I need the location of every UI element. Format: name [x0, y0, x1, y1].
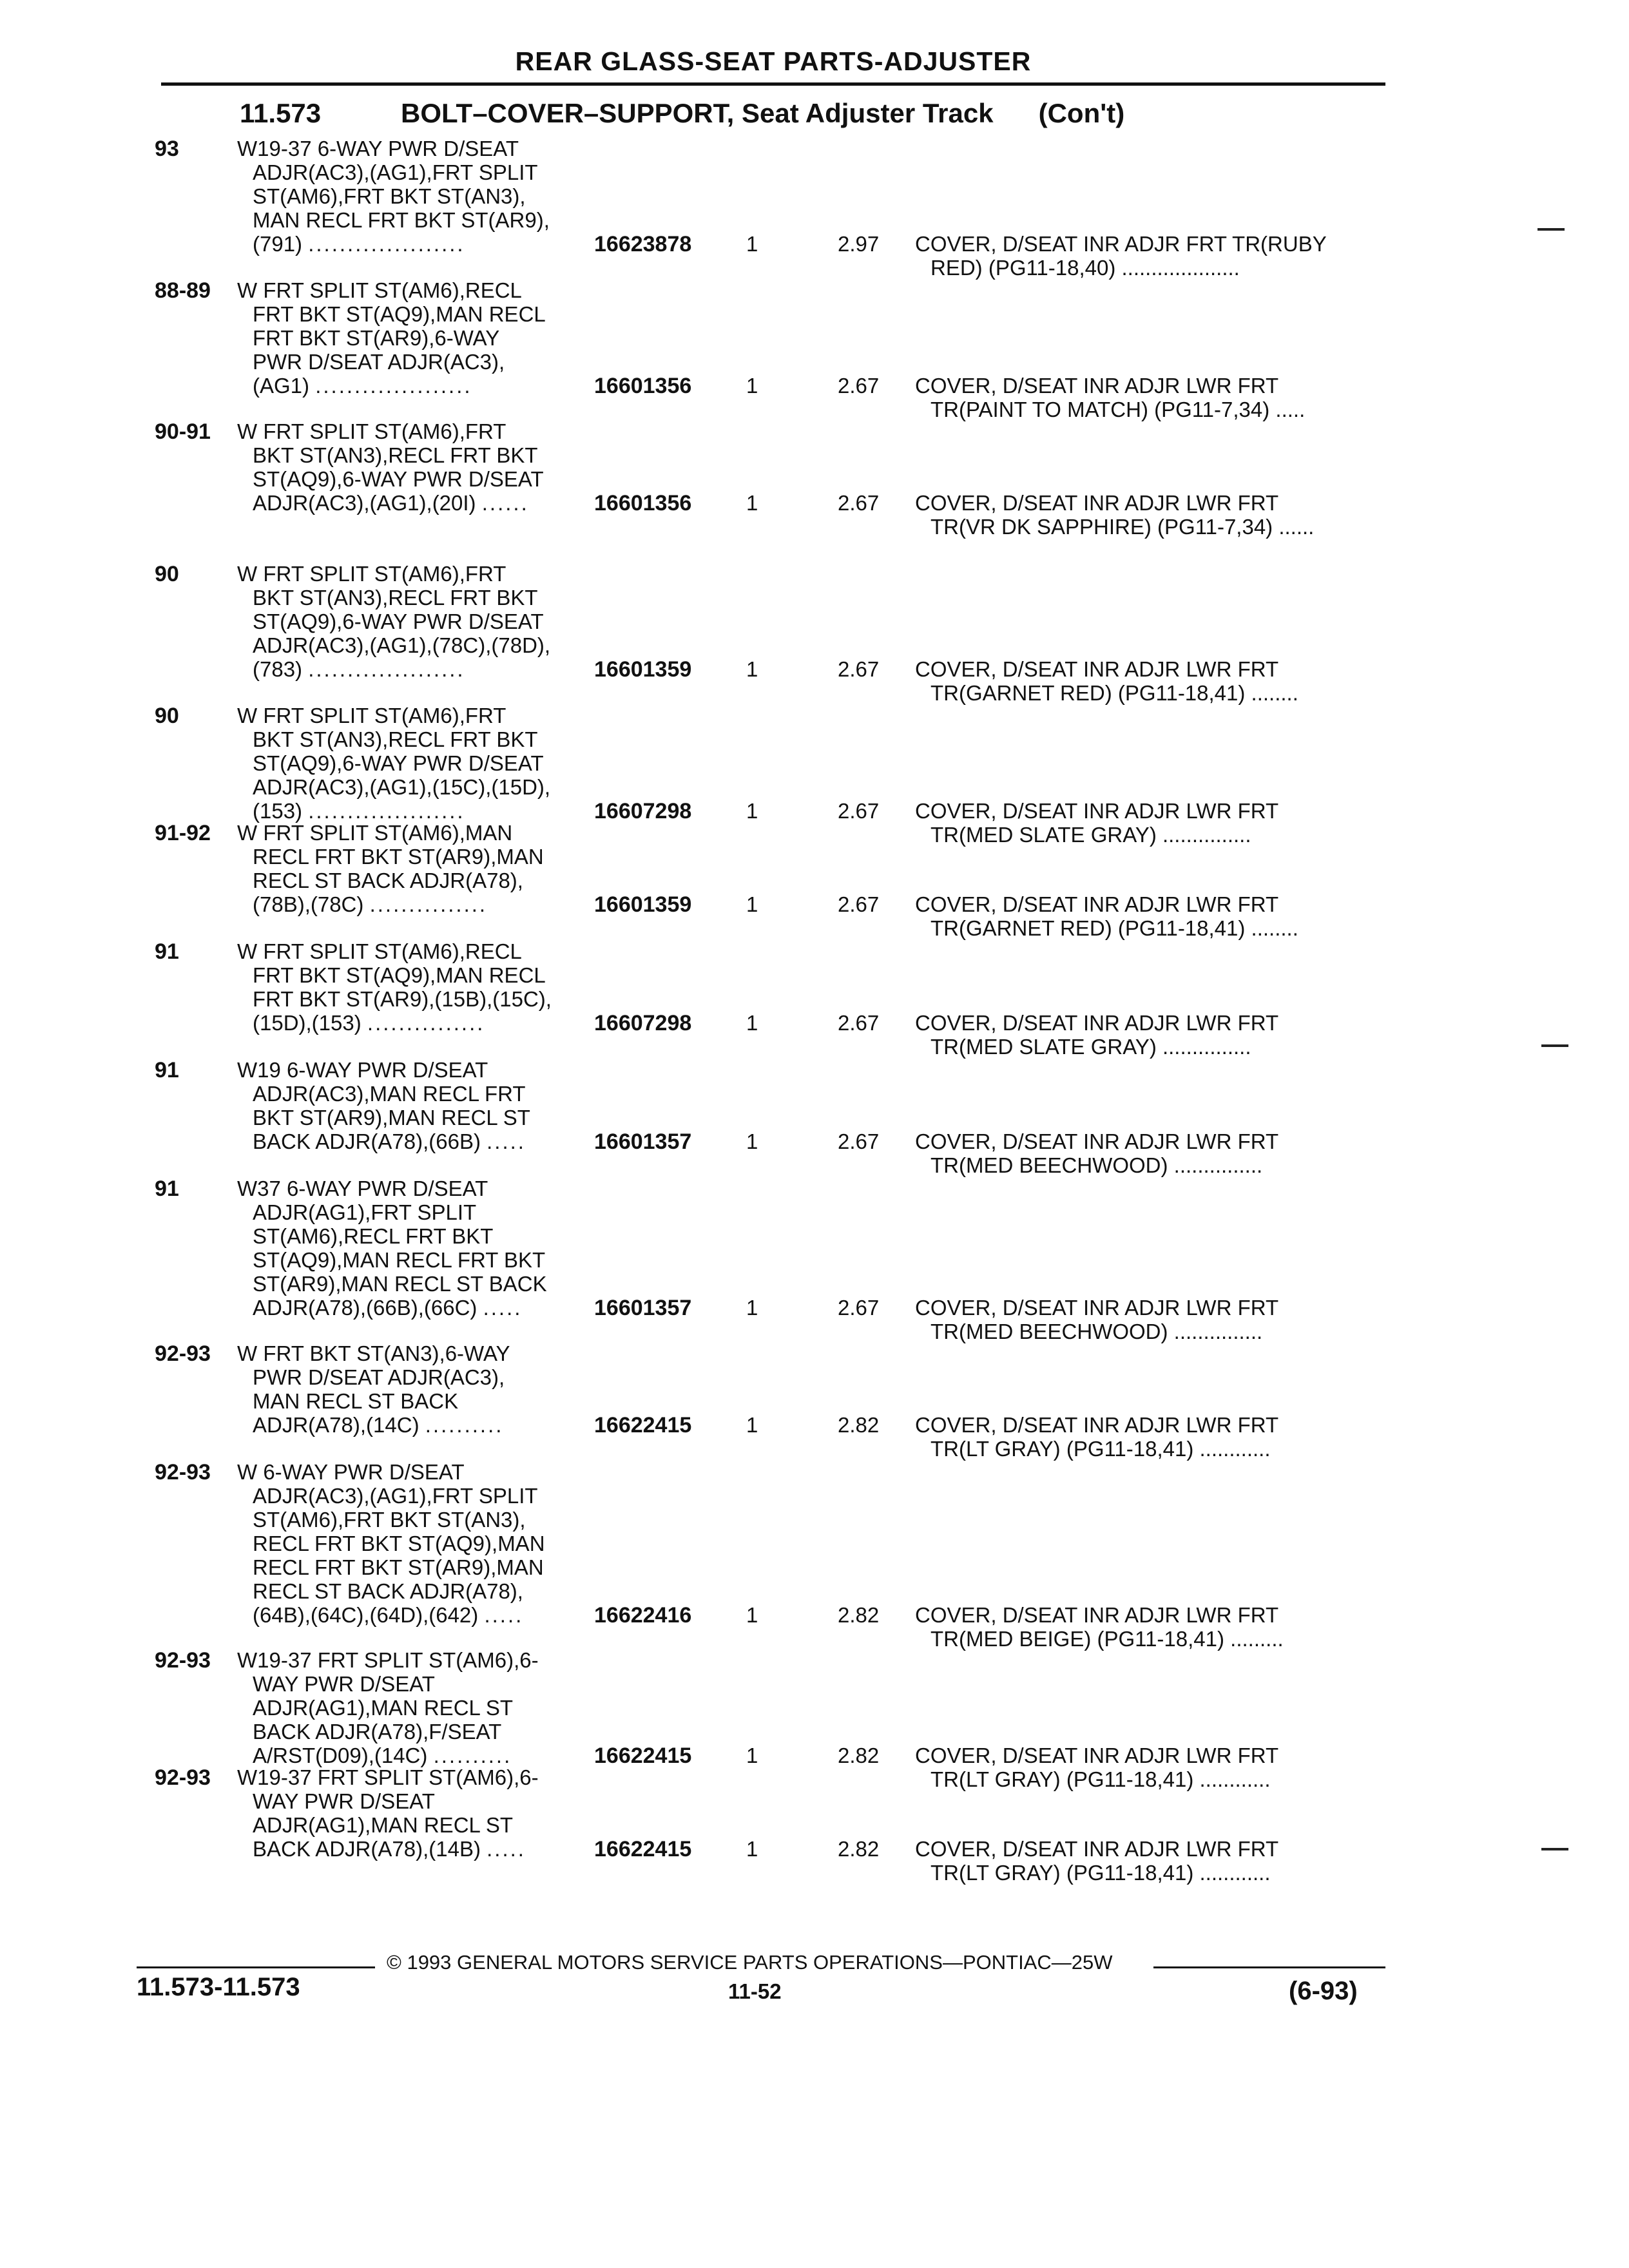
application-description	[237, 1460, 598, 1627]
description-text: MAN RECL FRT BKT ST(AR9),	[253, 208, 550, 232]
description-line	[253, 1720, 598, 1744]
description-line	[253, 1672, 598, 1696]
description-line	[237, 278, 598, 302]
model-year: 92-93	[155, 1341, 211, 1366]
part-description-line: TR(MED SLATE GRAY) ...............	[930, 1035, 1251, 1059]
description-line	[237, 1460, 598, 1484]
description-line	[253, 586, 598, 610]
leader-dots: ..........	[433, 1744, 512, 1767]
part-description-line: COVER, D/SEAT INR ADJR LWR FRT	[915, 1603, 1279, 1627]
description-text: RECL FRT BKT ST(AQ9),MAN	[253, 1532, 545, 1555]
description-line	[253, 1106, 598, 1129]
description-line	[253, 892, 598, 916]
part-description	[915, 799, 1278, 847]
price: 2.67	[838, 799, 880, 823]
margin-mark	[1541, 1848, 1568, 1850]
part-description-line: TR(MED SLATE GRAY) ...............	[930, 823, 1251, 847]
description-text: (AG1)	[253, 374, 310, 398]
description-text: ST(AQ9),MAN RECL FRT BKT	[253, 1248, 546, 1272]
description-line	[253, 1603, 598, 1627]
description-text: PWR D/SEAT ADJR(AC3),	[253, 1365, 505, 1389]
description-text: RECL ST BACK ADJR(A78),	[253, 869, 523, 892]
description-line	[253, 1484, 598, 1508]
part-description	[915, 491, 1314, 539]
price: 2.82	[838, 1413, 880, 1437]
description-line	[237, 704, 598, 727]
price: 2.67	[838, 1129, 880, 1153]
part-description-line: COVER, D/SEAT INR ADJR LWR FRT	[915, 1413, 1279, 1437]
description-text: W FRT SPLIT ST(AM6),RECL	[237, 278, 522, 302]
description-line	[253, 184, 598, 208]
model-year: 91	[155, 939, 179, 964]
quantity: 1	[746, 1837, 758, 1861]
section-number: 11.573	[240, 98, 322, 128]
application-description	[237, 1765, 598, 1861]
description-line	[253, 350, 598, 374]
price: 2.67	[838, 1296, 880, 1320]
description-line	[253, 1011, 598, 1035]
description-text: W 6-WAY PWR D/SEAT	[237, 1460, 465, 1484]
part-description-line: COVER, D/SEAT INR ADJR LWR FRT	[915, 491, 1279, 515]
leader-dots: ..........	[425, 1413, 504, 1437]
description-text: RECL FRT BKT ST(AR9),MAN	[253, 845, 544, 869]
quantity: 1	[746, 1413, 758, 1437]
quantity: 1	[746, 1129, 758, 1153]
description-text: ADJR(AC3),(AG1),(78C),(78D),	[253, 633, 551, 657]
description-text: W19-37 FRT SPLIT ST(AM6),6-	[237, 1648, 539, 1672]
description-text: ST(AR9),MAN RECL ST BACK	[253, 1272, 547, 1296]
model-year: 90	[155, 704, 179, 728]
description-line	[253, 727, 598, 751]
model-year: 90-91	[155, 419, 211, 444]
model-year: 92-93	[155, 1648, 211, 1673]
price: 2.97	[838, 232, 880, 256]
description-text: BKT ST(AR9),MAN RECL ST	[253, 1106, 530, 1129]
part-description-line: TR(LT GRAY) (PG11-18,41) ............	[930, 1767, 1271, 1791]
section-continued: (Con't)	[1038, 98, 1125, 128]
application-description	[237, 1341, 598, 1437]
description-line	[253, 1744, 598, 1767]
part-description	[915, 232, 1327, 280]
description-text: ADJR(AG1),MAN RECL ST	[253, 1813, 513, 1837]
quantity: 1	[746, 1296, 758, 1320]
description-text: ADJR(AC3),(AG1),(15C),(15D),	[253, 775, 551, 799]
leader-dots: ....................	[308, 232, 465, 256]
description-text: A/RST(D09),(14C)	[253, 1744, 428, 1767]
description-text: W FRT SPLIT ST(AM6),RECL	[237, 939, 522, 963]
description-line	[253, 963, 598, 987]
description-line	[253, 1389, 598, 1413]
description-line	[253, 232, 598, 256]
part-description-line: COVER, D/SEAT INR ADJR LWR FRT	[915, 1129, 1279, 1153]
price: 2.67	[838, 491, 880, 515]
description-text: ST(AM6),FRT BKT ST(AN3),	[253, 1508, 526, 1532]
application-description	[237, 704, 598, 823]
application-description	[237, 1177, 598, 1320]
description-line	[253, 633, 598, 657]
part-description-line: COVER, D/SEAT INR ADJR LWR FRT	[915, 374, 1279, 398]
leader-dots: .....	[487, 1129, 526, 1153]
description-text: W37 6-WAY PWR D/SEAT	[237, 1177, 488, 1200]
part-description-line: COVER, D/SEAT INR ADJR LWR FRT	[915, 1011, 1279, 1035]
footer-page-number: 11-52	[728, 1979, 782, 2003]
price: 2.67	[838, 374, 880, 398]
description-line	[253, 326, 598, 350]
description-text: W FRT SPLIT ST(AM6),MAN	[237, 821, 513, 845]
description-line	[237, 562, 598, 586]
margin-mark	[1537, 228, 1565, 231]
description-line	[253, 443, 598, 467]
leader-dots: ...............	[367, 1011, 485, 1035]
model-year: 92-93	[155, 1460, 211, 1485]
part-description	[915, 1129, 1278, 1177]
part-description-line: COVER, D/SEAT INR ADJR LWR FRT	[915, 1296, 1279, 1320]
description-line	[253, 302, 598, 326]
description-text: ADJR(AC3),MAN RECL FRT	[253, 1082, 526, 1106]
application-description	[237, 278, 598, 398]
description-line	[253, 775, 598, 799]
quantity: 1	[746, 374, 758, 398]
price: 2.67	[838, 657, 880, 681]
footer-rule-right	[1153, 1966, 1385, 1968]
leader-dots: .....	[484, 1603, 524, 1627]
section-heading	[240, 98, 1124, 129]
description-text: PWR D/SEAT ADJR(AC3),	[253, 350, 505, 374]
description-line	[253, 987, 598, 1011]
description-text: ST(AQ9),6-WAY PWR D/SEAT	[253, 467, 544, 491]
quantity: 1	[746, 799, 758, 823]
part-description-line: COVER, D/SEAT INR ADJR LWR FRT	[915, 892, 1279, 916]
page-header-title: REAR GLASS-SEAT PARTS-ADJUSTER	[515, 46, 1032, 76]
quantity: 1	[746, 892, 758, 916]
description-line	[253, 1272, 598, 1296]
application-description	[237, 939, 598, 1035]
application-description	[237, 1648, 598, 1767]
description-line	[253, 1555, 598, 1579]
description-line	[253, 1200, 598, 1224]
description-text: (783)	[253, 657, 303, 681]
part-description	[915, 657, 1298, 705]
quantity: 1	[746, 1744, 758, 1767]
description-text: RECL ST BACK ADJR(A78),	[253, 1579, 523, 1603]
price: 2.82	[838, 1603, 880, 1627]
description-text: W FRT SPLIT ST(AM6),FRT	[237, 419, 506, 443]
description-text: FRT BKT ST(AR9),6-WAY	[253, 326, 500, 350]
description-text: W FRT SPLIT ST(AM6),FRT	[237, 704, 506, 727]
leader-dots: ....................	[308, 657, 465, 681]
part-description-line: TR(PAINT TO MATCH) (PG11-7,34) .....	[930, 398, 1306, 421]
description-line	[253, 1365, 598, 1389]
part-description-line: TR(VR DK SAPPHIRE) (PG11-7,34) ......	[930, 515, 1315, 539]
description-text: ADJR(AG1),MAN RECL ST	[253, 1696, 513, 1720]
part-description	[915, 374, 1305, 421]
description-text: BACK ADJR(A78),(14B)	[253, 1837, 481, 1861]
model-year: 90	[155, 562, 179, 586]
footer-section-range: 11.573-11.573	[137, 1973, 300, 2001]
part-description-line: COVER, D/SEAT INR ADJR LWR FRT	[915, 657, 1279, 681]
description-line	[253, 1248, 598, 1272]
description-line	[253, 208, 598, 232]
description-line	[253, 610, 598, 633]
description-text: ST(AM6),FRT BKT ST(AN3),	[253, 184, 526, 208]
leader-dots: .....	[483, 1296, 523, 1320]
description-text: BKT ST(AN3),RECL FRT BKT	[253, 443, 538, 467]
description-text: ST(AM6),RECL FRT BKT	[253, 1224, 494, 1248]
margin-mark	[1541, 1044, 1568, 1047]
leader-dots: .....	[487, 1837, 526, 1861]
part-description	[915, 1744, 1278, 1791]
description-text: W19 6-WAY PWR D/SEAT	[237, 1058, 488, 1082]
model-year: 91-92	[155, 821, 211, 845]
price: 2.82	[838, 1837, 880, 1861]
part-description-line: TR(GARNET RED) (PG11-18,41) ........	[930, 916, 1298, 940]
application-description	[237, 1058, 598, 1153]
description-text: ST(AQ9),6-WAY PWR D/SEAT	[253, 751, 544, 775]
description-text: FRT BKT ST(AR9),(15B),(15C),	[253, 987, 552, 1011]
description-line	[253, 1508, 598, 1532]
description-text: FRT BKT ST(AQ9),MAN RECL	[253, 963, 546, 987]
description-line	[253, 467, 598, 491]
description-line	[253, 751, 598, 775]
quantity: 1	[746, 657, 758, 681]
description-line	[253, 374, 598, 398]
description-line	[253, 1082, 598, 1106]
description-line	[237, 1648, 598, 1672]
part-description-line: RED) (PG11-18,40) ....................	[930, 256, 1240, 280]
part-number: 16607298	[594, 1011, 692, 1035]
description-text: W19-37 FRT SPLIT ST(AM6),6-	[237, 1765, 539, 1789]
model-year: 88-89	[155, 278, 211, 303]
description-line	[253, 1696, 598, 1720]
description-text: ADJR(AG1),FRT SPLIT	[253, 1200, 477, 1224]
description-line	[253, 1532, 598, 1555]
description-text: BACK ADJR(A78),F/SEAT	[253, 1720, 502, 1744]
price: 2.67	[838, 892, 880, 916]
part-description-line: TR(LT GRAY) (PG11-18,41) ............	[930, 1437, 1271, 1461]
description-line	[237, 939, 598, 963]
part-number: 16623878	[594, 232, 692, 256]
quantity: 1	[746, 491, 758, 515]
part-number: 16601359	[594, 892, 692, 917]
description-line	[253, 1813, 598, 1837]
part-description-line: TR(GARNET RED) (PG11-18,41) ........	[930, 681, 1298, 705]
description-text: (153)	[253, 799, 303, 823]
description-text: ADJR(A78),(14C)	[253, 1413, 419, 1437]
description-line	[237, 1765, 598, 1789]
price: 2.82	[838, 1744, 880, 1767]
description-text: BKT ST(AN3),RECL FRT BKT	[253, 586, 538, 610]
description-text: RECL FRT BKT ST(AR9),MAN	[253, 1555, 544, 1579]
part-description-line: COVER, D/SEAT INR ADJR LWR FRT	[915, 1837, 1279, 1861]
part-number: 16601357	[594, 1129, 692, 1154]
description-text: (791)	[253, 232, 303, 256]
description-text: W FRT BKT ST(AN3),6-WAY	[237, 1341, 510, 1365]
leader-dots: ...............	[369, 892, 488, 916]
price: 2.67	[838, 1011, 880, 1035]
header-rule	[161, 82, 1385, 86]
description-text: (78B),(78C)	[253, 892, 364, 916]
description-line	[253, 799, 598, 823]
part-number: 16607298	[594, 799, 692, 823]
part-description-line: TR(MED BEECHWOOD) ...............	[930, 1153, 1263, 1177]
part-description	[915, 1296, 1278, 1343]
part-description	[915, 1011, 1278, 1059]
description-line	[253, 1224, 598, 1248]
part-description	[915, 1603, 1284, 1651]
part-number: 16601356	[594, 491, 692, 515]
part-description-line: COVER, D/SEAT INR ADJR FRT TR(RUBY	[915, 232, 1327, 256]
part-description-line: TR(MED BEIGE) (PG11-18,41) .........	[930, 1627, 1284, 1651]
description-text: MAN RECL ST BACK	[253, 1389, 459, 1413]
description-line	[253, 1296, 598, 1320]
part-number: 16601356	[594, 374, 692, 398]
description-text: ADJR(AC3),(AG1),FRT SPLIT	[253, 1484, 538, 1508]
description-text: BKT ST(AN3),RECL FRT BKT	[253, 727, 538, 751]
footer-date: (6-93)	[1289, 1977, 1358, 2005]
description-text: W19-37 6-WAY PWR D/SEAT	[237, 137, 519, 160]
description-line	[253, 1413, 598, 1437]
application-description	[237, 419, 598, 515]
description-text: ADJR(A78),(66B),(66C)	[253, 1296, 477, 1320]
part-number: 16601357	[594, 1296, 692, 1320]
leader-dots: ......	[481, 491, 529, 515]
model-year: 92-93	[155, 1765, 211, 1790]
model-year: 93	[155, 137, 179, 161]
description-text: WAY PWR D/SEAT	[253, 1789, 435, 1813]
leader-dots: ....................	[308, 799, 465, 823]
application-description	[237, 137, 598, 256]
description-line	[253, 869, 598, 892]
leader-dots: ....................	[315, 374, 472, 398]
description-text: BACK ADJR(A78),(66B)	[253, 1129, 481, 1153]
description-line	[237, 1058, 598, 1082]
section-name: BOLT–COVER–SUPPORT, Seat Adjuster Track	[401, 98, 994, 128]
description-line	[253, 1789, 598, 1813]
application-description	[237, 562, 598, 681]
part-description	[915, 892, 1298, 940]
description-line	[253, 657, 598, 681]
part-number: 16622416	[594, 1603, 692, 1628]
description-line	[237, 821, 598, 845]
part-number: 16601359	[594, 657, 692, 682]
description-line	[237, 1341, 598, 1365]
description-line	[253, 845, 598, 869]
part-description-line: COVER, D/SEAT INR ADJR LWR FRT	[915, 1744, 1279, 1767]
part-number: 16622415	[594, 1744, 692, 1768]
part-number: 16622415	[594, 1413, 692, 1437]
description-line	[253, 1129, 598, 1153]
description-text: W FRT SPLIT ST(AM6),FRT	[237, 562, 506, 586]
description-line	[237, 419, 598, 443]
description-line	[253, 491, 598, 515]
description-text: FRT BKT ST(AQ9),MAN RECL	[253, 302, 546, 326]
description-text: WAY PWR D/SEAT	[253, 1672, 435, 1696]
application-description	[237, 821, 598, 916]
description-text: ADJR(AC3),(AG1),FRT SPLIT	[253, 160, 538, 184]
part-description-line: COVER, D/SEAT INR ADJR LWR FRT	[915, 799, 1279, 823]
part-description	[915, 1837, 1278, 1885]
description-text: ADJR(AC3),(AG1),(20I)	[253, 491, 476, 515]
description-line	[253, 160, 598, 184]
description-line	[253, 1579, 598, 1603]
description-text: (15D),(153)	[253, 1011, 361, 1035]
footer-rule-left	[137, 1966, 375, 1968]
description-text: (64B),(64C),(64D),(642)	[253, 1603, 479, 1627]
description-line	[253, 1837, 598, 1861]
quantity: 1	[746, 1011, 758, 1035]
model-year: 91	[155, 1177, 179, 1201]
description-line	[237, 137, 598, 160]
quantity: 1	[746, 232, 758, 256]
part-description-line: TR(MED BEECHWOOD) ...............	[930, 1320, 1263, 1343]
part-description	[915, 1413, 1278, 1461]
part-description-line: TR(LT GRAY) (PG11-18,41) ............	[930, 1861, 1271, 1885]
quantity: 1	[746, 1603, 758, 1627]
model-year: 91	[155, 1058, 179, 1082]
footer-copyright: © 1993 GENERAL MOTORS SERVICE PARTS OPERATIONS—PONTIAC—25W	[387, 1951, 1113, 1974]
description-line	[237, 1177, 598, 1200]
description-text: ST(AQ9),6-WAY PWR D/SEAT	[253, 610, 544, 633]
part-number: 16622415	[594, 1837, 692, 1861]
